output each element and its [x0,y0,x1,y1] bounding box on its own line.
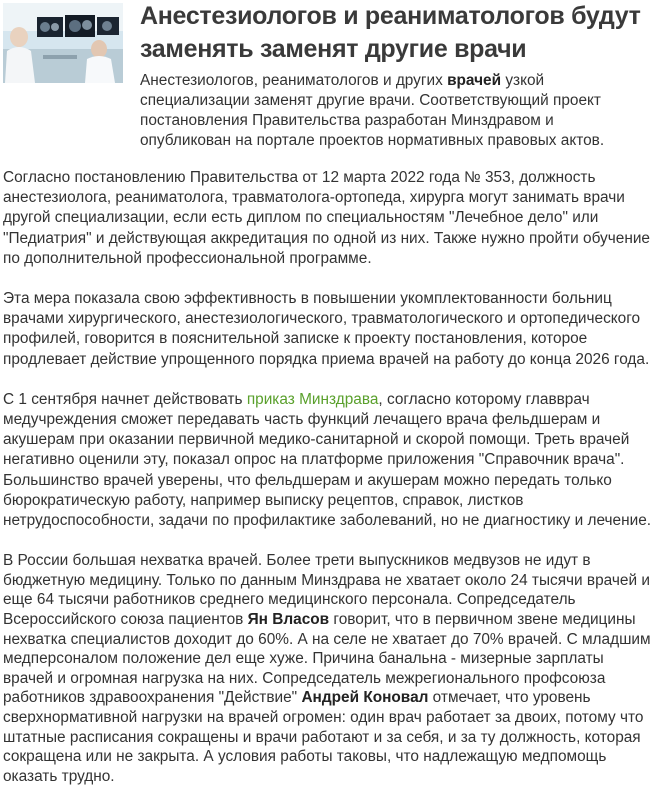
p5-text-part1: В России большая нехватка врачей. Более трети выпускников медвузов не идут в бюджетную медицину. Только по данным Минздрава не хватает около 24 тысячи врачей и еще 64 тысячи работников среднего медицинского персонала. Сопредседатель Всероссийского союза пациентов [3,552,650,629]
lead-text-start: Анестезиологов, реаниматологов и других [140,72,448,89]
paragraph-september-order [3,390,653,531]
article-thumbnail[interactable] [3,3,123,83]
ministry-order-link[interactable]: приказ Минздрава [246,390,379,408]
article-body [3,168,653,786]
p4-text-end: , согласно которому главврач медучреждения сможет передавать часть функций лечащего врача фельдшерам и акушерам при оказании первичной медико-санитарной и скорой помощи. Треть врачей негативно оценили эту, показал опрос на платформе приложения "Справочник врача". Большинство врачей уверены, что фельдшерам и акушерам можно передать только бюрократическую работу, например выписку рецептов, справок, листков нетрудоспособности, задачи по профилактике заболеваний, но не диагностику и лечение. [3,390,652,530]
person-name-konoval: Андрей Коновал [301,689,429,707]
doctors-photo-image [3,3,123,83]
paragraph-efficiency: Эта мера показала свою эффективность в повышении укомплектованности больниц врачами хирургического, анестезиологического, травматологического и ортопедического профилей, говорится в пояснительной записке к проекту постановления, которое продлевает действие упрощенного порядка приема врачей на работу до конца 2026 года. [3,290,650,368]
p5-text-part3: отмечает, что уровень сверхнормативной нагрузки на врачей огромен: один врач работает за двоих, потому что штатные расписания сокращены и врачи работают и за себя, и за ту должность, которая сокращена или не закрыта. А условия работы таковы, что надлежащую медпомощь оказать трудно. [3,689,644,785]
lead-bold-doctors: врачей [447,72,502,89]
paragraph-resolution: Согласно постановлению Правительства от 12 марта 2022 года № 353, должность анестезиолога, реаниматолога, травматолога-ортопеда, хирурга могут занимать врачи другой специализации, если есть диплом по специальностям "Лечебное дело" или "Педиатрия" и действующая аккредитация по одной из них. Также нужно пройти обучение по дополнительной профессиональной программе. [3,169,650,267]
article-lead [140,71,645,151]
lead-text-end: узкой специализации заменят другие врачи. Соответствующий проект постановления Правительства разработан Минздравом и опубликован на портале проектов нормативных правовых актов. [140,72,605,149]
person-name-vlasov: Ян Власов [247,611,330,629]
p4-text-start: С 1 сентября начнет действовать [3,390,247,408]
article-title: Анестезиологов и реаниматологов будут заменять заменят другие врачи [140,2,641,63]
paragraph-shortage [3,551,653,786]
p5-text-part2: говорит, что в первичном звене медицины нехватка специалистов доходит до 60%. А на селе не хватает до 70% врачей. С младшим медперсоналом положение дел еще хуже. Причина банальна - мизерные зарплаты врачей и огромная нагрузка на них. Сопредседатель межрегионального профсоюза работников здравоохранения "Действие" [3,611,651,707]
